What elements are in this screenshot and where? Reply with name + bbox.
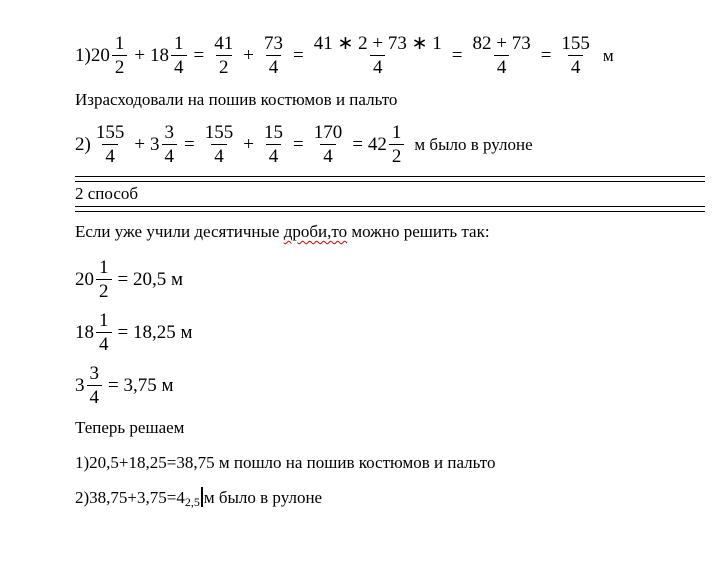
conv3-frac — [87, 364, 103, 407]
eq2-frac-3-num: 155 — [204, 122, 234, 143]
eq1-frac-2 — [171, 34, 187, 77]
eq2-equals-2: = — [292, 133, 304, 155]
eq1-frac-6 — [469, 34, 533, 77]
eq2-frac-2-num: 3 — [164, 122, 175, 143]
eq1-equals-1: = — [193, 44, 205, 66]
eq1-frac-5 — [311, 34, 445, 77]
text-line-now-solve: Теперь решаем — [75, 418, 185, 437]
eq1-frac-5-den: 4 — [370, 55, 386, 77]
eq2-frac-4-num: 15 — [263, 122, 283, 143]
eq1-frac-1 — [112, 34, 128, 77]
step-2-end: м было в рулоне — [203, 488, 323, 507]
eq1-frac-6-num: 82 + 73 — [472, 33, 531, 54]
eq1-frac-7-num: 155 — [561, 33, 590, 54]
eq2-prefix: 2) — [75, 133, 91, 155]
eq1-frac-6-den: 4 — [494, 55, 510, 77]
eq1-frac-2-num: 1 — [174, 33, 184, 54]
eq2-equals-3: = — [352, 133, 363, 155]
text-decimals-before: Если уже учили десятичные — [75, 222, 284, 241]
conversion-2 — [75, 311, 193, 354]
conv1-frac-num: 1 — [99, 257, 109, 278]
eq2-frac-4-den: 4 — [266, 144, 282, 166]
step-2-start: 2)38,75+3,75=4 — [75, 488, 185, 507]
eq2-frac-5-den: 4 — [320, 144, 336, 166]
eq2-frac-3-den: 4 — [211, 144, 227, 166]
conv2-frac-num: 1 — [99, 310, 109, 331]
eq1-plus: + — [134, 44, 146, 66]
eq1-frac-3-den: 2 — [216, 55, 232, 77]
eq1-frac-1-num: 1 — [114, 33, 125, 54]
double-rule-top — [75, 176, 705, 182]
conv3-result: = 3,75 м — [108, 374, 174, 396]
eq2-frac-5-num: 170 — [313, 122, 343, 143]
eq1-equals-4: = — [540, 44, 552, 66]
conv1-frac — [96, 258, 112, 301]
eq2-frac-6-num: 1 — [391, 122, 402, 143]
conv1-int: 20 — [75, 268, 94, 290]
eq1-unit: м — [602, 45, 614, 65]
eq1-frac-4-den: 4 — [266, 55, 282, 77]
eq2-plus-2: + — [243, 133, 254, 155]
text-decimals-after: можно решить так: — [347, 222, 490, 241]
conv2-result: = 18,25 м — [117, 321, 193, 343]
equation-2 — [75, 123, 533, 166]
eq2-frac-6 — [389, 123, 405, 166]
eq1-frac-3 — [211, 34, 236, 77]
conv1-frac-den: 2 — [96, 279, 112, 301]
eq1-equals-3: = — [451, 44, 463, 66]
conv1-result: = 20,5 м — [117, 268, 183, 290]
eq2-frac-3 — [202, 123, 237, 166]
eq2-frac-6-den: 2 — [389, 144, 405, 166]
equation-1 — [75, 34, 614, 77]
text-line-decimals — [75, 222, 490, 242]
eq1-frac-7 — [558, 34, 593, 77]
eq1-frac-1-den: 2 — [112, 55, 128, 77]
eq2-frac-4 — [261, 123, 286, 166]
eq2-int-6: 42 — [367, 133, 387, 155]
conv3-frac-num: 3 — [89, 363, 99, 384]
conv3-int: 3 — [75, 374, 85, 396]
eq2-frac-2 — [162, 123, 178, 166]
eq1-frac-4 — [261, 34, 286, 77]
eq1-equals-2: = — [292, 44, 304, 66]
conv2-frac — [96, 311, 112, 354]
conv2-frac-den: 4 — [96, 332, 112, 354]
text-cursor[interactable] — [201, 487, 203, 507]
eq2-frac-1-num: 155 — [95, 122, 125, 143]
eq2-frac-5 — [311, 123, 346, 166]
eq2-frac-2-den: 4 — [162, 144, 178, 166]
spellcheck-word: дроби,то — [283, 222, 348, 241]
conv3-frac-den: 4 — [87, 385, 103, 407]
eq2-plus: + — [134, 133, 146, 155]
eq2-int-2: 3 — [150, 133, 160, 155]
double-rule-bottom — [75, 206, 705, 212]
step-1: 1)20,5+18,25=38,75 м пошло на пошив костюмов и пальто — [75, 453, 496, 472]
eq1-frac-2-den: 4 — [171, 55, 187, 77]
step-2-subscript: 2,5 — [184, 495, 200, 509]
eq2-equals-1: = — [184, 133, 195, 155]
step-2 — [75, 487, 322, 510]
text-line-spent: Израсходовали на пошив костюмов и пальто — [75, 90, 398, 109]
eq2-suffix: м было в рулоне — [414, 134, 533, 154]
eq1-frac-7-den: 4 — [568, 55, 584, 77]
eq1-prefix: 1)20 — [75, 44, 110, 66]
conversion-3 — [75, 364, 174, 407]
eq1-frac-4-num: 73 — [263, 33, 283, 54]
eq1-int-2: 18 — [150, 44, 170, 66]
eq1-frac-5-num: 41 ∗ 2 + 73 ∗ 1 — [313, 33, 442, 54]
conv2-int: 18 — [75, 321, 94, 343]
eq2-frac-1-den: 4 — [102, 144, 118, 166]
method-2-heading: 2 способ — [75, 184, 139, 203]
eq2-frac-1 — [93, 123, 128, 166]
conversion-1 — [75, 258, 183, 301]
eq1-frac-3-num: 41 — [214, 33, 234, 54]
eq1-plus-2: + — [243, 44, 254, 66]
